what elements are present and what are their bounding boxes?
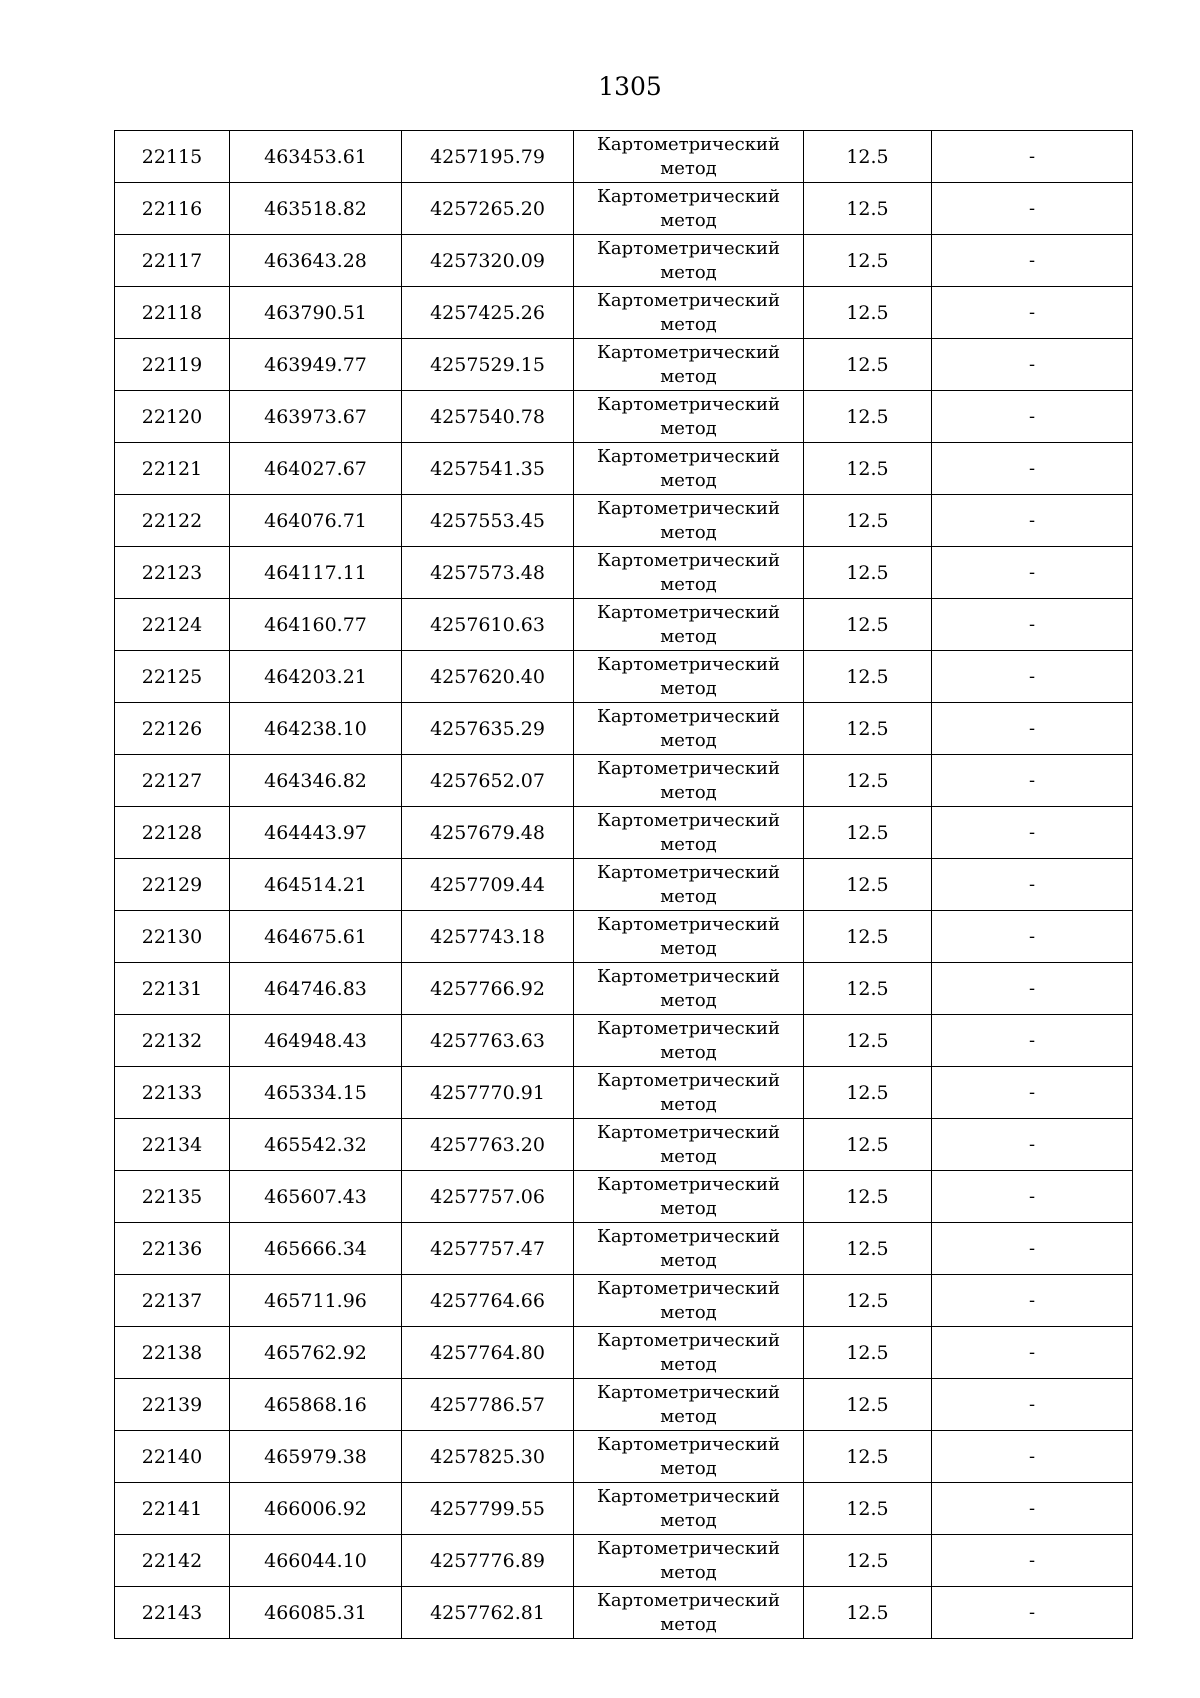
x-coordinate-cell: 464117.11 xyxy=(230,547,402,599)
method-line-1: Картометрический xyxy=(597,1485,780,1507)
method-cell xyxy=(574,495,804,547)
accuracy-cell: 12.5 xyxy=(804,599,932,651)
accuracy-cell: 12.5 xyxy=(804,235,932,287)
note-cell: - xyxy=(932,1119,1133,1171)
method-cell xyxy=(574,1171,804,1223)
table-row xyxy=(115,1535,1133,1587)
point-number-cell: 22131 xyxy=(115,963,230,1015)
point-number-cell: 22137 xyxy=(115,1275,230,1327)
table-row xyxy=(115,859,1133,911)
table-row xyxy=(115,1171,1133,1223)
note-cell: - xyxy=(932,1379,1133,1431)
accuracy-cell: 12.5 xyxy=(804,755,932,807)
accuracy-cell: 12.5 xyxy=(804,131,932,183)
y-coordinate-cell: 4257799.55 xyxy=(402,1483,574,1535)
accuracy-cell: 12.5 xyxy=(804,651,932,703)
coordinates-table xyxy=(114,130,1133,1639)
method-line-1: Картометрический xyxy=(597,1329,780,1351)
accuracy-cell: 12.5 xyxy=(804,495,932,547)
y-coordinate-cell: 4257764.80 xyxy=(402,1327,574,1379)
coordinates-table-body xyxy=(115,131,1133,1639)
accuracy-cell: 12.5 xyxy=(804,1275,932,1327)
note-cell: - xyxy=(932,1171,1133,1223)
table-row xyxy=(115,1119,1133,1171)
accuracy-cell: 12.5 xyxy=(804,703,932,755)
note-cell: - xyxy=(932,287,1133,339)
point-number-cell: 22142 xyxy=(115,1535,230,1587)
method-line-2: метод xyxy=(660,677,717,699)
method-line-1: Картометрический xyxy=(597,445,780,467)
x-coordinate-cell: 464746.83 xyxy=(230,963,402,1015)
method-cell xyxy=(574,235,804,287)
table-row xyxy=(115,1223,1133,1275)
x-coordinate-cell: 465666.34 xyxy=(230,1223,402,1275)
method-cell xyxy=(574,1223,804,1275)
y-coordinate-cell: 4257762.81 xyxy=(402,1587,574,1639)
accuracy-cell: 12.5 xyxy=(804,1171,932,1223)
y-coordinate-cell: 4257786.57 xyxy=(402,1379,574,1431)
method-cell xyxy=(574,1587,804,1639)
method-line-2: метод xyxy=(660,157,717,179)
method-cell xyxy=(574,287,804,339)
y-coordinate-cell: 4257766.92 xyxy=(402,963,574,1015)
table-row xyxy=(115,963,1133,1015)
x-coordinate-cell: 463453.61 xyxy=(230,131,402,183)
method-cell xyxy=(574,183,804,235)
note-cell: - xyxy=(932,703,1133,755)
note-cell: - xyxy=(932,859,1133,911)
y-coordinate-cell: 4257763.20 xyxy=(402,1119,574,1171)
method-line-1: Картометрический xyxy=(597,393,780,415)
note-cell: - xyxy=(932,1067,1133,1119)
method-line-1: Картометрический xyxy=(597,341,780,363)
table-row xyxy=(115,1431,1133,1483)
y-coordinate-cell: 4257573.48 xyxy=(402,547,574,599)
x-coordinate-cell: 463973.67 xyxy=(230,391,402,443)
method-line-2: метод xyxy=(660,1405,717,1427)
point-number-cell: 22128 xyxy=(115,807,230,859)
point-number-cell: 22119 xyxy=(115,339,230,391)
method-cell xyxy=(574,1379,804,1431)
method-cell xyxy=(574,755,804,807)
method-line-1: Картометрический xyxy=(597,1121,780,1143)
point-number-cell: 22115 xyxy=(115,131,230,183)
table-row xyxy=(115,287,1133,339)
point-number-cell: 22129 xyxy=(115,859,230,911)
note-cell: - xyxy=(932,1223,1133,1275)
x-coordinate-cell: 466085.31 xyxy=(230,1587,402,1639)
note-cell: - xyxy=(932,651,1133,703)
accuracy-cell: 12.5 xyxy=(804,391,932,443)
method-cell xyxy=(574,1275,804,1327)
note-cell: - xyxy=(932,547,1133,599)
y-coordinate-cell: 4257320.09 xyxy=(402,235,574,287)
accuracy-cell: 12.5 xyxy=(804,807,932,859)
x-coordinate-cell: 464076.71 xyxy=(230,495,402,547)
method-cell xyxy=(574,1067,804,1119)
accuracy-cell: 12.5 xyxy=(804,443,932,495)
note-cell: - xyxy=(932,755,1133,807)
x-coordinate-cell: 464027.67 xyxy=(230,443,402,495)
table-row xyxy=(115,1067,1133,1119)
point-number-cell: 22124 xyxy=(115,599,230,651)
x-coordinate-cell: 465607.43 xyxy=(230,1171,402,1223)
table-row xyxy=(115,755,1133,807)
method-line-2: метод xyxy=(660,521,717,543)
table-row xyxy=(115,235,1133,287)
method-line-2: метод xyxy=(660,989,717,1011)
accuracy-cell: 12.5 xyxy=(804,1431,932,1483)
method-line-2: метод xyxy=(660,313,717,335)
method-cell xyxy=(574,859,804,911)
method-line-1: Картометрический xyxy=(597,757,780,779)
y-coordinate-cell: 4257610.63 xyxy=(402,599,574,651)
x-coordinate-cell: 463949.77 xyxy=(230,339,402,391)
accuracy-cell: 12.5 xyxy=(804,1535,932,1587)
y-coordinate-cell: 4257195.79 xyxy=(402,131,574,183)
accuracy-cell: 12.5 xyxy=(804,287,932,339)
table-row xyxy=(115,547,1133,599)
y-coordinate-cell: 4257635.29 xyxy=(402,703,574,755)
method-cell xyxy=(574,1119,804,1171)
method-line-2: метод xyxy=(660,417,717,439)
table-row xyxy=(115,1015,1133,1067)
x-coordinate-cell: 463643.28 xyxy=(230,235,402,287)
note-cell: - xyxy=(932,1535,1133,1587)
method-line-1: Картометрический xyxy=(597,1277,780,1299)
note-cell: - xyxy=(932,235,1133,287)
table-row xyxy=(115,651,1133,703)
table-row xyxy=(115,391,1133,443)
method-line-1: Картометрический xyxy=(597,1589,780,1611)
method-line-2: метод xyxy=(660,729,717,751)
method-cell xyxy=(574,651,804,703)
method-line-1: Картометрический xyxy=(597,601,780,623)
table-row xyxy=(115,1379,1133,1431)
method-line-2: метод xyxy=(660,1249,717,1271)
method-cell xyxy=(574,911,804,963)
point-number-cell: 22125 xyxy=(115,651,230,703)
method-line-2: метод xyxy=(660,1093,717,1115)
method-line-2: метод xyxy=(660,1301,717,1323)
point-number-cell: 22141 xyxy=(115,1483,230,1535)
point-number-cell: 22118 xyxy=(115,287,230,339)
method-cell xyxy=(574,807,804,859)
method-line-2: метод xyxy=(660,261,717,283)
y-coordinate-cell: 4257709.44 xyxy=(402,859,574,911)
method-line-1: Картометрический xyxy=(597,913,780,935)
method-cell xyxy=(574,131,804,183)
method-line-2: метод xyxy=(660,469,717,491)
method-line-2: метод xyxy=(660,1457,717,1479)
note-cell: - xyxy=(932,183,1133,235)
accuracy-cell: 12.5 xyxy=(804,339,932,391)
method-line-1: Картометрический xyxy=(597,1433,780,1455)
x-coordinate-cell: 464675.61 xyxy=(230,911,402,963)
x-coordinate-cell: 465762.92 xyxy=(230,1327,402,1379)
accuracy-cell: 12.5 xyxy=(804,1327,932,1379)
y-coordinate-cell: 4257541.35 xyxy=(402,443,574,495)
accuracy-cell: 12.5 xyxy=(804,1015,932,1067)
method-cell xyxy=(574,1483,804,1535)
accuracy-cell: 12.5 xyxy=(804,1067,932,1119)
point-number-cell: 22126 xyxy=(115,703,230,755)
method-cell xyxy=(574,1431,804,1483)
method-cell xyxy=(574,1015,804,1067)
method-line-2: метод xyxy=(660,781,717,803)
table-row xyxy=(115,703,1133,755)
method-line-1: Картометрический xyxy=(597,289,780,311)
method-cell xyxy=(574,547,804,599)
note-cell: - xyxy=(932,599,1133,651)
y-coordinate-cell: 4257553.45 xyxy=(402,495,574,547)
method-line-1: Картометрический xyxy=(597,497,780,519)
note-cell: - xyxy=(932,495,1133,547)
method-line-1: Картометрический xyxy=(597,1225,780,1247)
table-row xyxy=(115,599,1133,651)
method-cell xyxy=(574,1327,804,1379)
table-row xyxy=(115,131,1133,183)
method-cell xyxy=(574,391,804,443)
note-cell: - xyxy=(932,807,1133,859)
method-line-1: Картометрический xyxy=(597,1537,780,1559)
y-coordinate-cell: 4257425.26 xyxy=(402,287,574,339)
note-cell: - xyxy=(932,1275,1133,1327)
accuracy-cell: 12.5 xyxy=(804,547,932,599)
note-cell: - xyxy=(932,911,1133,963)
y-coordinate-cell: 4257743.18 xyxy=(402,911,574,963)
note-cell: - xyxy=(932,131,1133,183)
y-coordinate-cell: 4257764.66 xyxy=(402,1275,574,1327)
point-number-cell: 22121 xyxy=(115,443,230,495)
method-line-1: Картометрический xyxy=(597,809,780,831)
x-coordinate-cell: 464514.21 xyxy=(230,859,402,911)
y-coordinate-cell: 4257679.48 xyxy=(402,807,574,859)
method-line-2: метод xyxy=(660,1197,717,1219)
y-coordinate-cell: 4257757.06 xyxy=(402,1171,574,1223)
point-number-cell: 22138 xyxy=(115,1327,230,1379)
table-row xyxy=(115,1483,1133,1535)
point-number-cell: 22130 xyxy=(115,911,230,963)
accuracy-cell: 12.5 xyxy=(804,963,932,1015)
y-coordinate-cell: 4257763.63 xyxy=(402,1015,574,1067)
method-cell xyxy=(574,599,804,651)
point-number-cell: 22140 xyxy=(115,1431,230,1483)
table-row xyxy=(115,339,1133,391)
x-coordinate-cell: 464443.97 xyxy=(230,807,402,859)
method-line-2: метод xyxy=(660,1145,717,1167)
method-line-1: Картометрический xyxy=(597,549,780,571)
point-number-cell: 22117 xyxy=(115,235,230,287)
x-coordinate-cell: 464238.10 xyxy=(230,703,402,755)
x-coordinate-cell: 464948.43 xyxy=(230,1015,402,1067)
page-number: 1305 xyxy=(598,72,662,101)
x-coordinate-cell: 464346.82 xyxy=(230,755,402,807)
method-line-2: метод xyxy=(660,1509,717,1531)
method-line-1: Картометрический xyxy=(597,185,780,207)
point-number-cell: 22122 xyxy=(115,495,230,547)
note-cell: - xyxy=(932,1431,1133,1483)
note-cell: - xyxy=(932,339,1133,391)
method-cell xyxy=(574,339,804,391)
method-line-1: Картометрический xyxy=(597,237,780,259)
method-cell xyxy=(574,443,804,495)
accuracy-cell: 12.5 xyxy=(804,1223,932,1275)
method-line-2: метод xyxy=(660,1353,717,1375)
table-row xyxy=(115,183,1133,235)
note-cell: - xyxy=(932,1483,1133,1535)
method-line-1: Картометрический xyxy=(597,1069,780,1091)
method-line-1: Картометрический xyxy=(597,653,780,675)
y-coordinate-cell: 4257825.30 xyxy=(402,1431,574,1483)
method-line-2: метод xyxy=(660,625,717,647)
x-coordinate-cell: 465711.96 xyxy=(230,1275,402,1327)
table-row xyxy=(115,1327,1133,1379)
accuracy-cell: 12.5 xyxy=(804,1119,932,1171)
point-number-cell: 22127 xyxy=(115,755,230,807)
method-line-2: метод xyxy=(660,885,717,907)
point-number-cell: 22120 xyxy=(115,391,230,443)
method-line-2: метод xyxy=(660,365,717,387)
accuracy-cell: 12.5 xyxy=(804,1379,932,1431)
note-cell: - xyxy=(932,391,1133,443)
table-row xyxy=(115,1587,1133,1639)
x-coordinate-cell: 466006.92 xyxy=(230,1483,402,1535)
point-number-cell: 22143 xyxy=(115,1587,230,1639)
accuracy-cell: 12.5 xyxy=(804,1483,932,1535)
y-coordinate-cell: 4257757.47 xyxy=(402,1223,574,1275)
note-cell: - xyxy=(932,1587,1133,1639)
method-line-2: метод xyxy=(660,209,717,231)
table-row xyxy=(115,807,1133,859)
x-coordinate-cell: 465542.32 xyxy=(230,1119,402,1171)
y-coordinate-cell: 4257620.40 xyxy=(402,651,574,703)
method-line-1: Картометрический xyxy=(597,861,780,883)
note-cell: - xyxy=(932,1015,1133,1067)
point-number-cell: 22139 xyxy=(115,1379,230,1431)
x-coordinate-cell: 465334.15 xyxy=(230,1067,402,1119)
accuracy-cell: 12.5 xyxy=(804,911,932,963)
accuracy-cell: 12.5 xyxy=(804,859,932,911)
method-line-1: Картометрический xyxy=(597,1017,780,1039)
x-coordinate-cell: 465979.38 xyxy=(230,1431,402,1483)
method-line-1: Картометрический xyxy=(597,965,780,987)
method-line-1: Картометрический xyxy=(597,705,780,727)
point-number-cell: 22134 xyxy=(115,1119,230,1171)
method-cell xyxy=(574,703,804,755)
method-line-2: метод xyxy=(660,937,717,959)
table-row xyxy=(115,911,1133,963)
accuracy-cell: 12.5 xyxy=(804,183,932,235)
table-row xyxy=(115,443,1133,495)
x-coordinate-cell: 463790.51 xyxy=(230,287,402,339)
note-cell: - xyxy=(932,443,1133,495)
y-coordinate-cell: 4257265.20 xyxy=(402,183,574,235)
point-number-cell: 22135 xyxy=(115,1171,230,1223)
y-coordinate-cell: 4257770.91 xyxy=(402,1067,574,1119)
method-line-2: метод xyxy=(660,833,717,855)
y-coordinate-cell: 4257776.89 xyxy=(402,1535,574,1587)
x-coordinate-cell: 463518.82 xyxy=(230,183,402,235)
method-line-2: метод xyxy=(660,573,717,595)
method-line-2: метод xyxy=(660,1613,717,1635)
y-coordinate-cell: 4257529.15 xyxy=(402,339,574,391)
point-number-cell: 22132 xyxy=(115,1015,230,1067)
point-number-cell: 22116 xyxy=(115,183,230,235)
note-cell: - xyxy=(932,963,1133,1015)
x-coordinate-cell: 466044.10 xyxy=(230,1535,402,1587)
note-cell: - xyxy=(932,1327,1133,1379)
method-line-1: Картометрический xyxy=(597,1381,780,1403)
method-line-2: метод xyxy=(660,1041,717,1063)
point-number-cell: 22123 xyxy=(115,547,230,599)
method-cell xyxy=(574,1535,804,1587)
table-row xyxy=(115,495,1133,547)
point-number-cell: 22133 xyxy=(115,1067,230,1119)
point-number-cell: 22136 xyxy=(115,1223,230,1275)
x-coordinate-cell: 464203.21 xyxy=(230,651,402,703)
method-cell xyxy=(574,963,804,1015)
x-coordinate-cell: 465868.16 xyxy=(230,1379,402,1431)
y-coordinate-cell: 4257652.07 xyxy=(402,755,574,807)
method-line-1: Картометрический xyxy=(597,133,780,155)
method-line-2: метод xyxy=(660,1561,717,1583)
x-coordinate-cell: 464160.77 xyxy=(230,599,402,651)
accuracy-cell: 12.5 xyxy=(804,1587,932,1639)
method-line-1: Картометрический xyxy=(597,1173,780,1195)
table-row xyxy=(115,1275,1133,1327)
y-coordinate-cell: 4257540.78 xyxy=(402,391,574,443)
